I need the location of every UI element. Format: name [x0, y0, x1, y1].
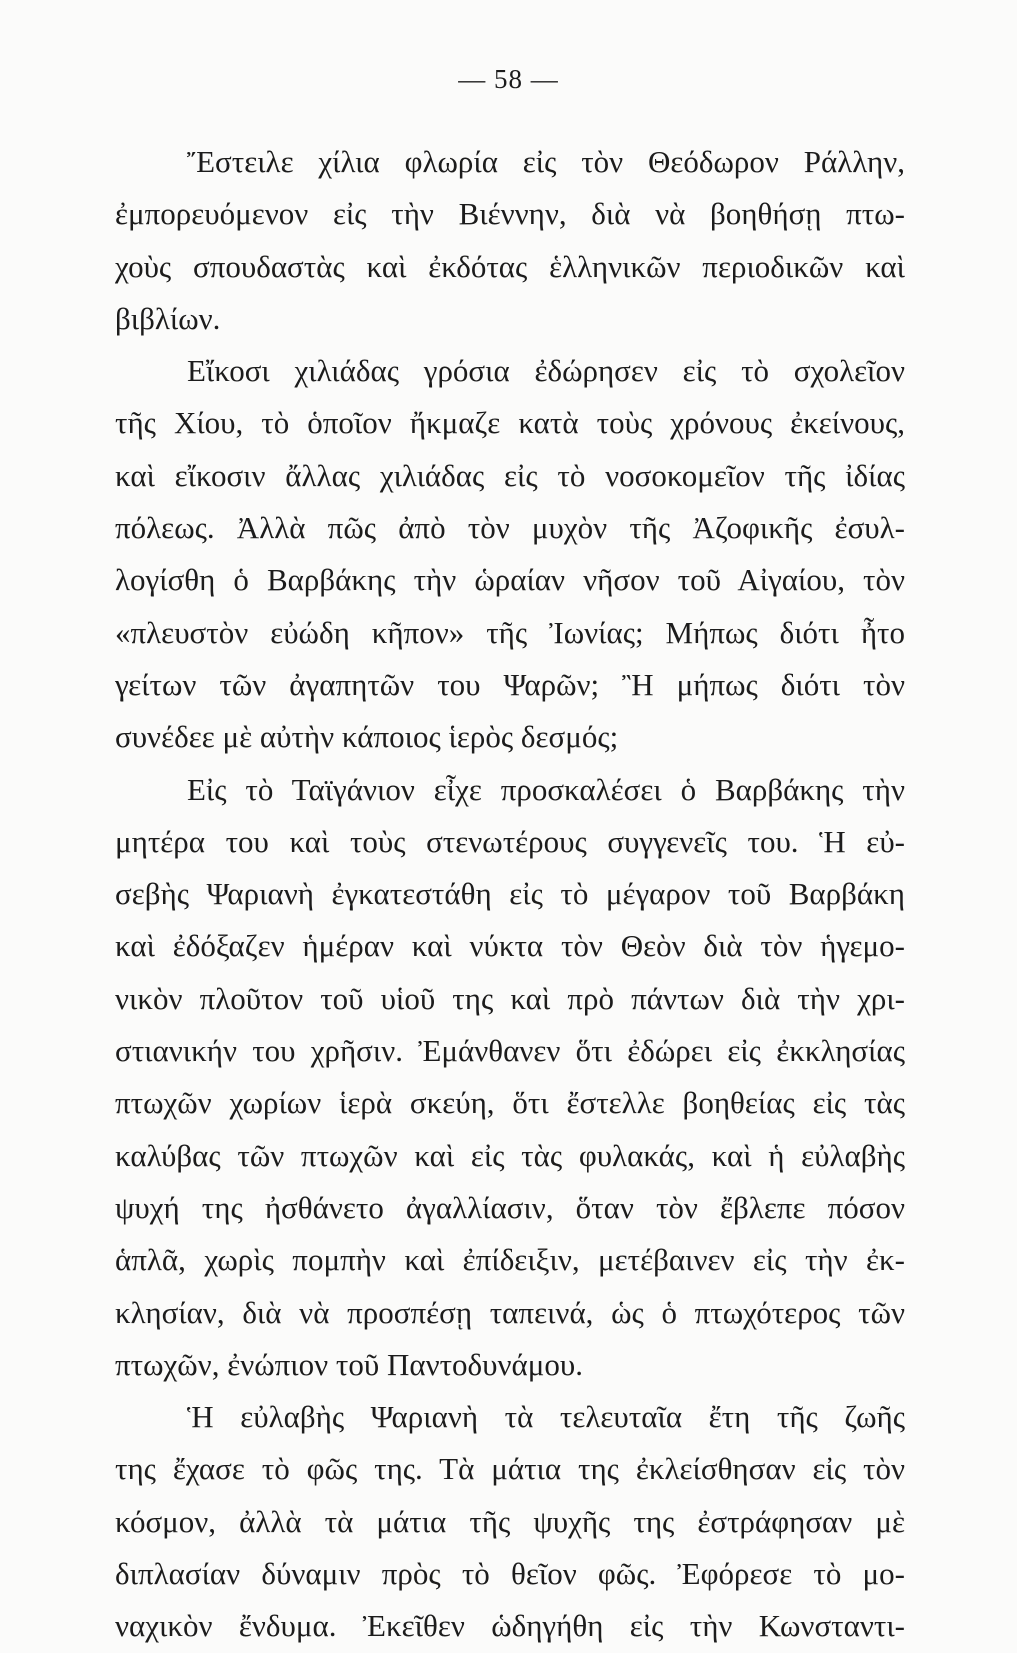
text-line: Ἡ εὐλαβὴς Ψαριανὴ τὰ τελευταῖα ἔτη τῆς ζωῆς — [187, 1399, 905, 1435]
paragraph-2 — [115, 345, 905, 763]
text-line: πόλεως. Ἀλλὰ πῶς ἀπὸ τὸν μυχὸν τῆς Ἀζοφικῆς ἐσυλ- — [115, 510, 905, 546]
body-text — [115, 136, 905, 1653]
text-line: Ἔστειλε χίλια φλωρία εἰς τὸν Θεόδωρον Ράλλην, — [187, 144, 905, 179]
text-line: λογίσθη ὁ Βαρβάκης τὴν ὡραίαν νῆσον τοῦ Αἰγαίου, τὸν — [115, 562, 905, 598]
text-line: κόσμον, ἀλλὰ τὰ μάτια τῆς ψυχῆς της ἐστράφησαν μὲ — [115, 1503, 905, 1539]
text-line: «πλευστὸν εὐώδη κῆπον» τῆς Ἰωνίας; Μήπως διότι ἦτο — [115, 614, 905, 650]
text-line: γείτων τῶν ἀγαπητῶν του Ψαρῶν; Ἢ μήπως διότι τὸν — [115, 666, 905, 702]
text-line: της ἔχασε τὸ φῶς της. Τὰ μάτια της ἐκλείσθησαν εἰς τὸν — [115, 1451, 905, 1487]
text-line: πτωχῶν χωρίων ἱερὰ σκεύη, ὅτι ἔστελλε βοηθείας εἰς τὰς — [115, 1085, 905, 1121]
text-line: συνέδεε μὲ αὐτὴν κάποιος ἱερὸς δεσμός; — [115, 719, 619, 755]
text-line: καλύβας τῶν πτωχῶν καὶ εἰς τὰς φυλακάς, καὶ ἡ εὐλαβὴς — [115, 1137, 905, 1173]
text-line: ψυχή της ἠσθάνετο ἀγαλλίασιν, ὅταν τὸν ἔβλεπε πόσον — [115, 1189, 905, 1225]
text-line: ἐμπορευόμενον εἰς τὴν Βιέννην, διὰ νὰ βοηθήσῃ πτω- — [115, 196, 905, 232]
text-line: καὶ εἴκοσιν ἄλλας χιλιάδας εἰς τὸ νοσοκομεῖον τῆς ἰδίας — [115, 457, 905, 493]
text-line: ἁπλᾶ, χωρὶς πομπὴν καὶ ἐπίδειξιν, μετέβαινεν εἰς τὴν ἐκ- — [115, 1242, 905, 1278]
text-line: τῆς Χίου, τὸ ὁποῖον ἤκμαζε κατὰ τοὺς χρόνους ἐκείνους, — [115, 405, 905, 441]
text-line: σεβὴς Ψαριανὴ ἐγκατεστάθη εἰς τὸ μέγαρον τοῦ Βαρβάκη — [115, 876, 905, 912]
text-line: στιανικήν του χρῆσιν. Ἐμάνθανεν ὅτι ἐδώρει εἰς ἐκκλησίας — [115, 1033, 905, 1069]
paragraph-3 — [115, 764, 905, 1392]
text-line: μητέρα του καὶ τοὺς στενωτέρους συγγενεῖς του. Ἡ εὐ- — [115, 823, 905, 859]
paragraph-1 — [115, 136, 905, 345]
paragraph-4 — [115, 1391, 905, 1652]
text-line: πτωχῶν, ἐνώπιον τοῦ Παντοδυνάμου. — [115, 1346, 583, 1382]
page-number: — 58 — — [458, 64, 559, 94]
text-line: καὶ ἐδόξαζεν ἡμέραν καὶ νύκτα τὸν Θεὸν διὰ τὸν ἡγεμο- — [115, 928, 905, 964]
text-line: χοὺς σπουδαστὰς καὶ ἐκδότας ἑλληνικῶν περιοδικῶν καὶ — [115, 248, 905, 284]
text-line: κλησίαν, διὰ νὰ προσπέσῃ ταπεινά, ὡς ὁ πτωχότερος τῶν — [115, 1294, 905, 1330]
text-line: διπλασίαν δύναμιν πρὸς τὸ θεῖον φῶς. Ἐφόρεσε τὸ μο- — [115, 1556, 905, 1592]
text-line: Εἰς τὸ Ταϊγάνιον εἶχε προσκαλέσει ὁ Βαρβάκης τὴν — [187, 771, 905, 807]
text-line: ναχικὸν ἔνδυμα. Ἐκεῖθεν ὡδηγήθη εἰς τὴν Κωνσταντι- — [115, 1608, 905, 1644]
text-line: νικὸν πλοῦτον τοῦ υἱοῦ της καὶ πρὸ πάντων διὰ τὴν χρι- — [115, 980, 905, 1016]
text-line: Εἴκοσι χιλιάδας γρόσια ἐδώρησεν εἰς τὸ σχολεῖον — [187, 353, 905, 389]
text-line: βιβλίων. — [115, 300, 221, 336]
